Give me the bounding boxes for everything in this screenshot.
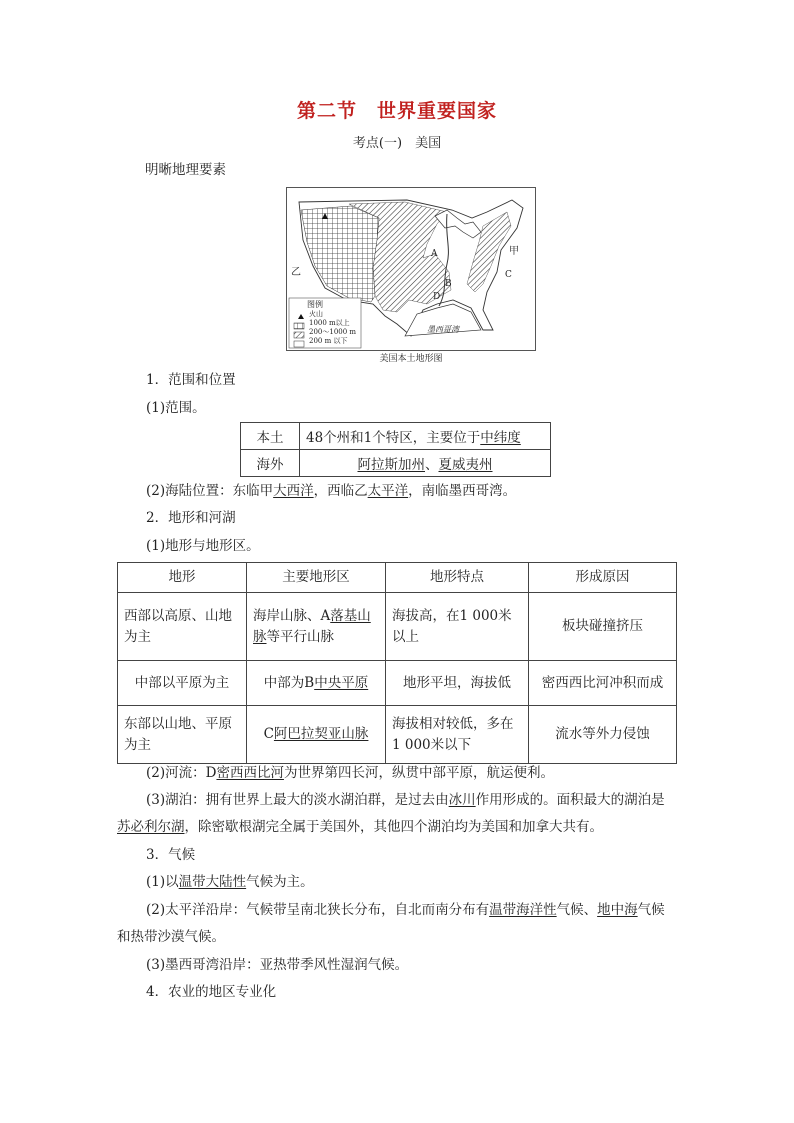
cell-text: 48个州和1个特区，主要位于 bbox=[306, 430, 481, 446]
map-label-d: D bbox=[433, 292, 441, 302]
legend-low: 200 m 以下 bbox=[309, 337, 348, 345]
table-cell: 本土 bbox=[241, 423, 300, 450]
table-row bbox=[118, 593, 677, 661]
us-terrain-map bbox=[286, 187, 536, 351]
cell-underlined: 阿拉斯加州 bbox=[357, 457, 425, 473]
table-cell: 海外 bbox=[241, 450, 300, 477]
table-header-row bbox=[118, 563, 677, 593]
map-label-jia: 甲 bbox=[509, 246, 519, 257]
s2-lake-line2: 苏必利尔湖，除密歇根湖完全属于美国外，其他四个湖泊均为美国和加拿大共有。 bbox=[117, 819, 603, 835]
cell-underlined: 夏威夷州 bbox=[438, 457, 493, 473]
table-cell: 西部以高原、山地为主 bbox=[118, 593, 247, 661]
table-header: 主要地形区 bbox=[247, 563, 386, 593]
page-title: 第二节 世界重要国家 bbox=[296, 100, 497, 122]
s3-heading: 3．气候 bbox=[146, 847, 196, 863]
legend-mid: 200～1000 m bbox=[309, 328, 357, 336]
table-header: 地形 bbox=[118, 563, 247, 593]
s2-river: (2)河流：D密西西比河为世界第四长河，纵贯中部平原，航运便利。 bbox=[146, 765, 554, 781]
cell-text: 、 bbox=[425, 457, 439, 473]
map-caption: 美国本土地形图 bbox=[379, 354, 443, 364]
legend-high: 1000 m以上 bbox=[309, 319, 350, 327]
table-cell: 海岸山脉、A落基山脉等平行山脉 bbox=[247, 593, 386, 661]
map-label-gulf: 墨西哥湾 bbox=[427, 325, 459, 334]
terrain-table bbox=[117, 562, 677, 764]
map-label-c: C bbox=[505, 270, 512, 280]
s3-climate-1: (1)以温带大陆性气候为主。 bbox=[146, 874, 314, 890]
scope-table bbox=[240, 422, 551, 477]
section-heading: 明晰地理要素 bbox=[145, 162, 226, 178]
cell-underlined: 中纬度 bbox=[480, 430, 521, 446]
table-cell: 海拔相对较低，多在1 000米以下 bbox=[386, 706, 529, 764]
table-cell: 板块碰撞挤压 bbox=[529, 593, 677, 661]
table-header: 形成原因 bbox=[529, 563, 677, 593]
table-cell: 地形平坦，海拔低 bbox=[386, 661, 529, 706]
table-cell: 东部以山地、平原为主 bbox=[118, 706, 247, 764]
s3-climate-2-cont: 和热带沙漠气候。 bbox=[117, 929, 225, 945]
table-row bbox=[241, 423, 551, 450]
s1-heading: 1．范围和位置 bbox=[146, 372, 236, 388]
table-cell: C阿巴拉契亚山脉 bbox=[247, 706, 386, 764]
map-label-yi: 乙 bbox=[291, 267, 301, 278]
legend-volcano: 火山 bbox=[309, 310, 323, 318]
table-cell bbox=[300, 423, 551, 450]
s2-sub1: (1)地形与地形区。 bbox=[146, 538, 260, 554]
s1-sub2: (2)海陆位置：东临甲大西洋，西临乙太平洋，南临墨西哥湾。 bbox=[146, 483, 517, 499]
s1-sub1: (1)范围。 bbox=[146, 400, 206, 416]
table-header: 地形特点 bbox=[386, 563, 529, 593]
table-row bbox=[118, 706, 677, 764]
table-cell: 海拔高，在1 000米以上 bbox=[386, 593, 529, 661]
page-subtitle: 考点(一) 美国 bbox=[352, 136, 442, 151]
s3-climate-2: (2)太平洋沿岸：气候带呈南北狭长分布，自北而南分布有温带海洋性气候、地中海气候 bbox=[146, 902, 665, 918]
s4-heading: 4．农业的地区专业化 bbox=[146, 984, 277, 1000]
s2-lake-line1: (3)湖泊：拥有世界上最大的淡水湖泊群，是过去由冰川作用形成的。面积最大的湖泊是 bbox=[146, 792, 665, 808]
legend-title: 图例 bbox=[307, 300, 323, 309]
table-cell bbox=[300, 450, 551, 477]
table-cell: 流水等外力侵蚀 bbox=[529, 706, 677, 764]
s2-heading: 2．地形和河湖 bbox=[146, 510, 236, 526]
table-row bbox=[118, 661, 677, 706]
high-elevation-region bbox=[301, 206, 379, 302]
map-label-a: A bbox=[431, 249, 438, 259]
map-label-b: B bbox=[445, 279, 452, 289]
table-cell: 密西西比河冲积而成 bbox=[529, 661, 677, 706]
table-cell: 中部以平原为主 bbox=[118, 661, 247, 706]
table-row bbox=[241, 450, 551, 477]
table-cell: 中部为B中央平原 bbox=[247, 661, 386, 706]
s3-climate-3: (3)墨西哥湾沿岸：亚热带季风性湿润气候。 bbox=[146, 957, 409, 973]
